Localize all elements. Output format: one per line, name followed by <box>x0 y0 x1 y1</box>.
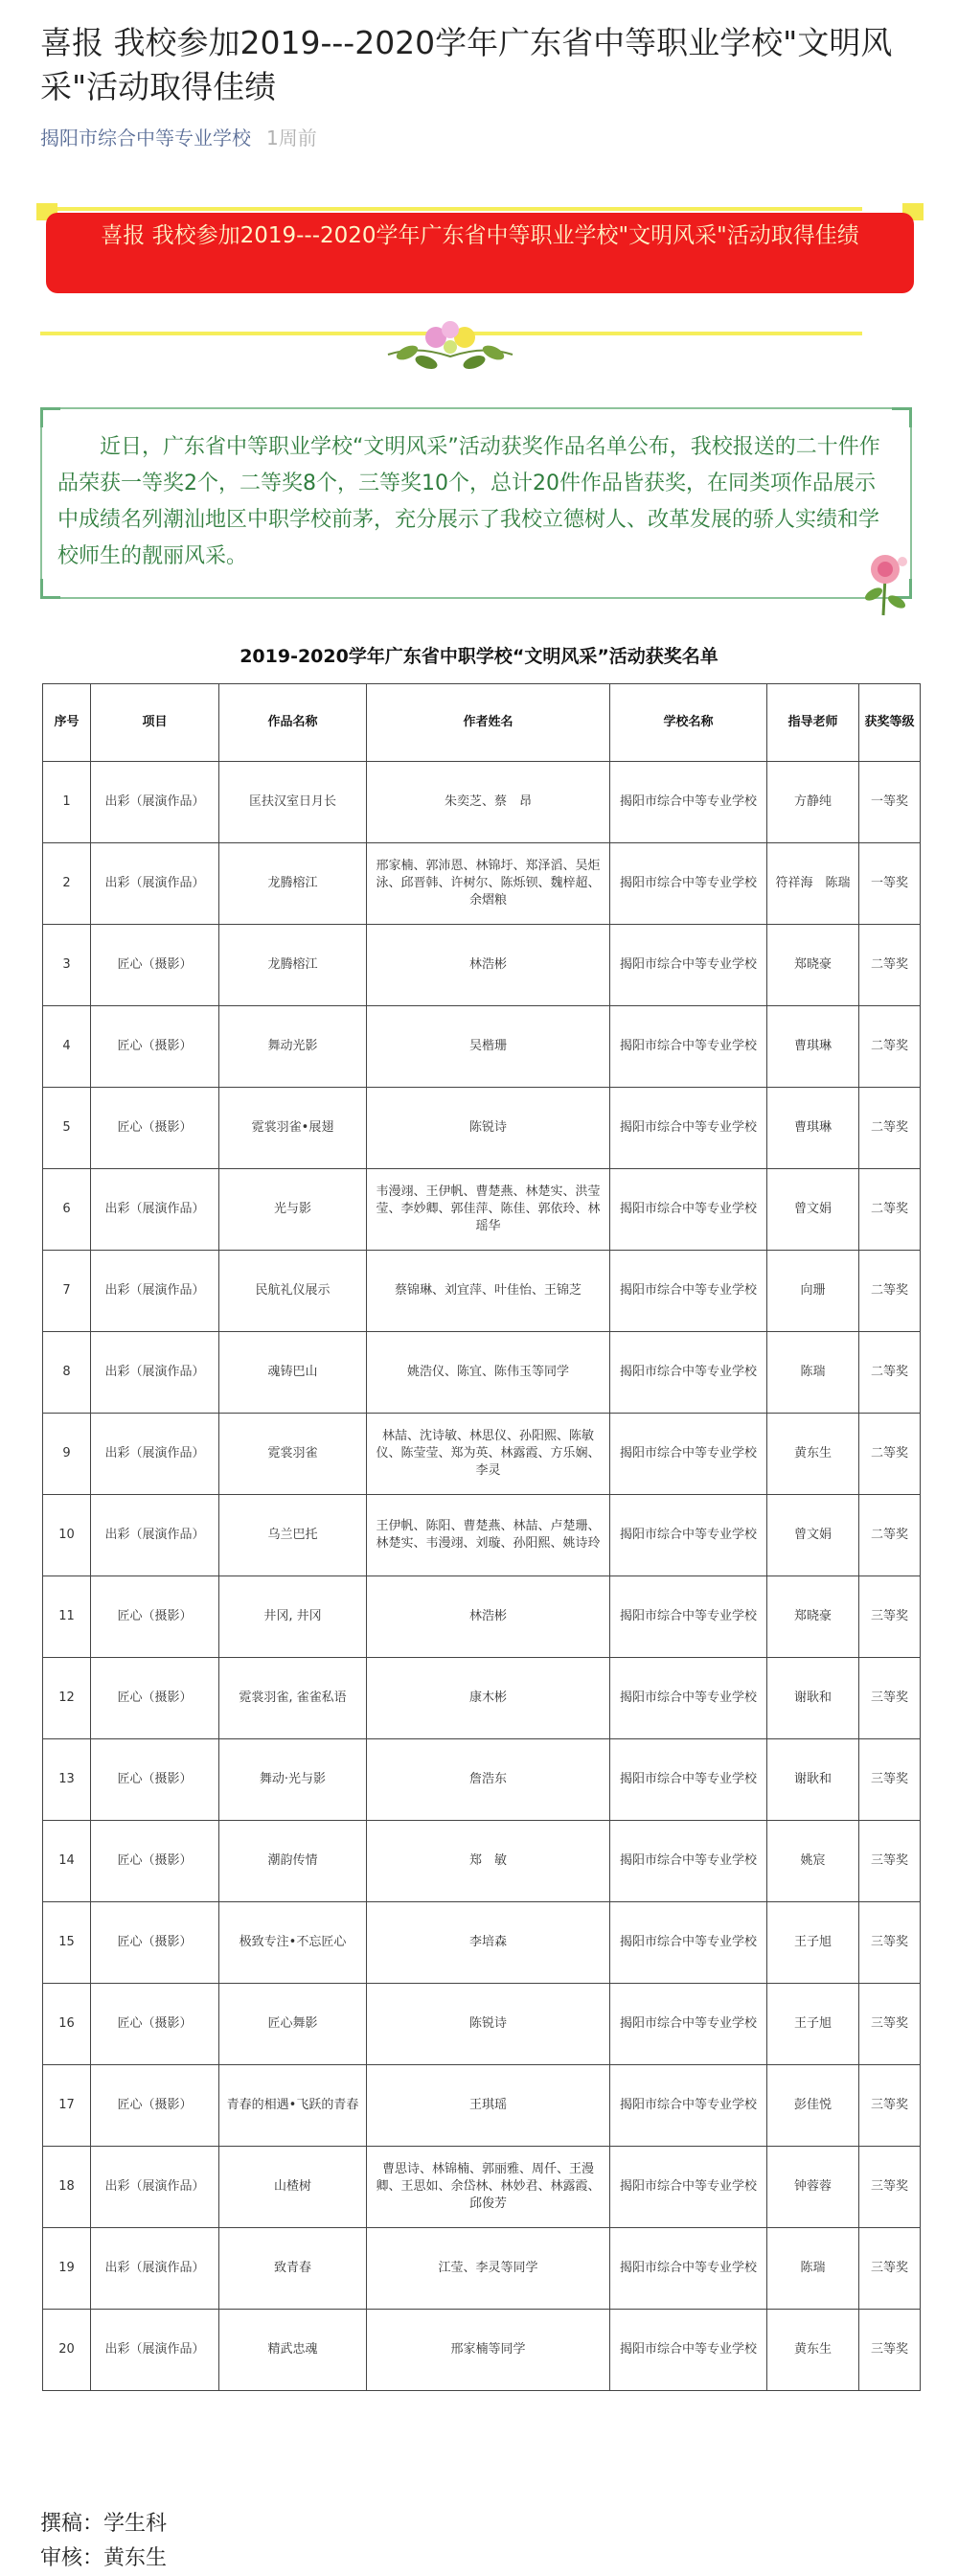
cell-authors: 康木彬 <box>367 1658 610 1739</box>
table-row <box>43 1006 921 1088</box>
cell-teacher: 曾文娟 <box>767 1169 859 1251</box>
cell-authors: 韦漫翊、王伊帆、曹楚燕、林楚实、洪莹莹、李妙卿、郭佳萍、陈佳、郭依玲、林瑶华 <box>367 1169 610 1251</box>
cell-authors: 江莹、李灵等同学 <box>367 2228 610 2310</box>
table-row <box>43 1821 921 1902</box>
cell-award: 三等奖 <box>859 1984 921 2065</box>
table-row <box>43 1088 921 1169</box>
cell-school: 揭阳市综合中等专业学校 <box>610 1739 767 1821</box>
table-row <box>43 1658 921 1739</box>
flower-ornament-icon <box>378 316 522 376</box>
source-link[interactable]: 揭阳市综合中等专业学校 <box>40 126 251 150</box>
cell-category: 匠心（摄影） <box>91 1576 219 1658</box>
cell-category: 出彩（展演作品） <box>91 1495 219 1576</box>
cell-work: 匠心舞影 <box>219 1984 367 2065</box>
cell-authors: 郑 敏 <box>367 1821 610 1902</box>
cell-category: 匠心（摄影） <box>91 925 219 1006</box>
cell-teacher: 郑晓豪 <box>767 1576 859 1658</box>
cell-work: 龙腾榕江 <box>219 843 367 925</box>
cell-authors: 蔡锦琳、刘宜萍、叶佳怡、王锦芝 <box>367 1251 610 1332</box>
cell-category: 出彩（展演作品） <box>91 1414 219 1495</box>
cell-work: 龙腾榕江 <box>219 925 367 1006</box>
table-row <box>43 2147 921 2228</box>
cell-category: 匠心（摄影） <box>91 1821 219 1902</box>
header-teacher: 指导老师 <box>767 684 859 762</box>
cell-category: 出彩（展演作品） <box>91 1332 219 1414</box>
cell-award: 三等奖 <box>859 1821 921 1902</box>
cell-work: 精武忠魂 <box>219 2310 367 2391</box>
cell-category: 出彩（展演作品） <box>91 843 219 925</box>
cell-teacher: 陈瑞 <box>767 1332 859 1414</box>
cell-teacher: 曹琪琳 <box>767 1006 859 1088</box>
cell-school: 揭阳市综合中等专业学校 <box>610 2228 767 2310</box>
cell-school: 揭阳市综合中等专业学校 <box>610 1332 767 1414</box>
article-meta <box>40 123 317 150</box>
cell-work: 霓裳羽雀, 雀雀私语 <box>219 1658 367 1739</box>
table-row <box>43 1576 921 1658</box>
cell-num: 2 <box>43 843 91 925</box>
header-authors: 作者姓名 <box>367 684 610 762</box>
cell-work: 乌兰巴托 <box>219 1495 367 1576</box>
cell-authors: 陈锐诗 <box>367 1984 610 2065</box>
cell-num: 5 <box>43 1088 91 1169</box>
cell-work: 魂铸巴山 <box>219 1332 367 1414</box>
cell-num: 4 <box>43 1006 91 1088</box>
cell-category: 匠心（摄影） <box>91 1658 219 1739</box>
cell-category: 出彩（展演作品） <box>91 2228 219 2310</box>
cell-award: 三等奖 <box>859 2065 921 2147</box>
header-award: 获奖等级 <box>859 684 921 762</box>
cell-num: 15 <box>43 1902 91 1984</box>
cell-teacher: 曹琪琳 <box>767 1088 859 1169</box>
cell-award: 二等奖 <box>859 1006 921 1088</box>
cell-category: 出彩（展演作品） <box>91 1251 219 1332</box>
cell-authors: 林喆、沈诗敏、林思仪、孙阳熙、陈敏仪、陈莹莹、郑为英、林露霞、方乐娴、李灵 <box>367 1414 610 1495</box>
cell-authors: 王伊帆、陈阳、曹楚燕、林喆、卢楚珊、林楚实、韦漫翊、刘璇、孙阳熙、姚诗玲 <box>367 1495 610 1576</box>
cell-num: 12 <box>43 1658 91 1739</box>
cell-category: 匠心（摄影） <box>91 1088 219 1169</box>
cell-num: 3 <box>43 925 91 1006</box>
cell-teacher: 曾文娟 <box>767 1495 859 1576</box>
cell-category: 出彩（展演作品） <box>91 2147 219 2228</box>
cell-award: 一等奖 <box>859 762 921 843</box>
cell-num: 8 <box>43 1332 91 1414</box>
table-row <box>43 1739 921 1821</box>
cell-award: 二等奖 <box>859 1169 921 1251</box>
cell-work: 山楂树 <box>219 2147 367 2228</box>
cell-num: 18 <box>43 2147 91 2228</box>
table-row <box>43 2228 921 2310</box>
cell-teacher: 黄东生 <box>767 1414 859 1495</box>
cell-award: 三等奖 <box>859 2310 921 2391</box>
cell-award: 二等奖 <box>859 1332 921 1414</box>
cell-award: 二等奖 <box>859 1088 921 1169</box>
cell-work: 舞动·光与影 <box>219 1739 367 1821</box>
cell-num: 9 <box>43 1414 91 1495</box>
cell-num: 7 <box>43 1251 91 1332</box>
cell-teacher: 姚宸 <box>767 1821 859 1902</box>
header-school: 学校名称 <box>610 684 767 762</box>
cell-category: 出彩（展演作品） <box>91 762 219 843</box>
cell-work: 舞动光影 <box>219 1006 367 1088</box>
cell-school: 揭阳市综合中等专业学校 <box>610 1088 767 1169</box>
cell-teacher: 方静纯 <box>767 762 859 843</box>
table-row <box>43 1251 921 1332</box>
header-work: 作品名称 <box>219 684 367 762</box>
cell-award: 三等奖 <box>859 2228 921 2310</box>
footer-writer: 撰稿：学生科 <box>40 2512 168 2536</box>
table-header-row <box>43 684 921 762</box>
table-row <box>43 1495 921 1576</box>
cell-category: 匠心（摄影） <box>91 1739 219 1821</box>
article-title: 喜报 我校参加2019---2020学年广东省中等职业学校"文明风采"活动取得佳绩 <box>40 24 893 105</box>
cell-authors: 邢家楠、郭沛恩、林锦圩、郑泽滔、吴炬泳、邱晋韩、许树尔、陈烁钡、魏梓超、余熠粮 <box>367 843 610 925</box>
cell-award: 三等奖 <box>859 2147 921 2228</box>
cell-award: 三等奖 <box>859 1739 921 1821</box>
cell-work: 井冈, 井冈 <box>219 1576 367 1658</box>
cell-num: 11 <box>43 1576 91 1658</box>
cell-work: 霓裳羽雀 <box>219 1414 367 1495</box>
cell-school: 揭阳市综合中等专业学校 <box>610 762 767 843</box>
cell-teacher: 黄东生 <box>767 2310 859 2391</box>
intro-paragraph: 近日，广东省中等职业学校“文明风采”活动获奖作品名单公布，我校报送的二十件作品荣获一等奖2个，二等奖8个，三等奖10个，总计20件作品皆获奖，在同类项作品展示中成绩名列潮汕地区中职学校前茅，充分展示了我校立德树人、改革发展的骄人实绩和学校师生的靓丽风采。 <box>57 435 880 568</box>
cell-school: 揭阳市综合中等专业学校 <box>610 2147 767 2228</box>
cell-authors: 陈锐诗 <box>367 1088 610 1169</box>
cell-school: 揭阳市综合中等专业学校 <box>610 1006 767 1088</box>
cell-num: 20 <box>43 2310 91 2391</box>
table-row <box>43 2310 921 2391</box>
cell-category: 出彩（展演作品） <box>91 2310 219 2391</box>
cell-num: 14 <box>43 1821 91 1902</box>
cell-teacher: 王子旭 <box>767 1984 859 2065</box>
cell-school: 揭阳市综合中等专业学校 <box>610 1821 767 1902</box>
cell-school: 揭阳市综合中等专业学校 <box>610 925 767 1006</box>
cell-category: 匠心（摄影） <box>91 1984 219 2065</box>
cell-teacher: 彭佳悦 <box>767 2065 859 2147</box>
cell-school: 揭阳市综合中等专业学校 <box>610 2310 767 2391</box>
cell-school: 揭阳市综合中等专业学校 <box>610 843 767 925</box>
cell-school: 揭阳市综合中等专业学校 <box>610 1414 767 1495</box>
table-title: 2019-2020学年广东省中职学校“文明风采”活动获奖名单 <box>240 646 718 667</box>
cell-authors: 姚浩仪、陈宜、陈伟玉等同学 <box>367 1332 610 1414</box>
cell-num: 17 <box>43 2065 91 2147</box>
cell-num: 13 <box>43 1739 91 1821</box>
table-row <box>43 1414 921 1495</box>
table-row <box>43 1902 921 1984</box>
table-row <box>43 1332 921 1414</box>
header-num: 序号 <box>43 684 91 762</box>
cell-teacher: 符祥海 陈瑞 <box>767 843 859 925</box>
cell-authors: 曹思诗、林锦楠、郭丽雅、周仟、王漫卿、王思如、余岱林、林妙君、林露霞、邱俊芳 <box>367 2147 610 2228</box>
table-row <box>43 2065 921 2147</box>
cell-authors: 吴楷珊 <box>367 1006 610 1088</box>
cell-school: 揭阳市综合中等专业学校 <box>610 1169 767 1251</box>
cell-num: 19 <box>43 2228 91 2310</box>
cell-teacher: 郑晓豪 <box>767 925 859 1006</box>
cell-work: 致青春 <box>219 2228 367 2310</box>
cell-teacher: 谢耿和 <box>767 1739 859 1821</box>
cell-school: 揭阳市综合中等专业学校 <box>610 1251 767 1332</box>
cell-award: 二等奖 <box>859 1495 921 1576</box>
table-row <box>43 762 921 843</box>
rose-icon <box>851 548 918 617</box>
cell-work: 霓裳羽雀•展翅 <box>219 1088 367 1169</box>
cell-work: 光与影 <box>219 1169 367 1251</box>
cell-school: 揭阳市综合中等专业学校 <box>610 1495 767 1576</box>
cell-work: 匡扶汉室日月长 <box>219 762 367 843</box>
headline-banner: 喜报 我校参加2019---2020学年广东省中等职业学校"文明风采"活动取得佳绩 <box>46 213 914 293</box>
cell-award: 二等奖 <box>859 1414 921 1495</box>
banner-top-line <box>40 207 862 211</box>
cell-authors: 林浩彬 <box>367 925 610 1006</box>
cell-award: 三等奖 <box>859 1658 921 1739</box>
table-row <box>43 843 921 925</box>
cell-num: 16 <box>43 1984 91 2065</box>
cell-work: 潮韵传情 <box>219 1821 367 1902</box>
cell-authors: 邢家楠等同学 <box>367 2310 610 2391</box>
cell-teacher: 向珊 <box>767 1251 859 1332</box>
cell-authors: 詹浩东 <box>367 1739 610 1821</box>
table-row <box>43 925 921 1006</box>
awards-table <box>42 683 921 2391</box>
cell-school: 揭阳市综合中等专业学校 <box>610 1902 767 1984</box>
cell-authors: 朱奕芝、蔡 昂 <box>367 762 610 843</box>
cell-award: 一等奖 <box>859 843 921 925</box>
cell-work: 青春的相遇•飞跃的青春 <box>219 2065 367 2147</box>
cell-award: 三等奖 <box>859 1576 921 1658</box>
cell-award: 三等奖 <box>859 1902 921 1984</box>
cell-category: 匠心（摄影） <box>91 1902 219 1984</box>
cell-num: 6 <box>43 1169 91 1251</box>
cell-teacher: 谢耿和 <box>767 1658 859 1739</box>
cell-category: 匠心（摄影） <box>91 1006 219 1088</box>
cell-num: 1 <box>43 762 91 843</box>
cell-authors: 王琪瑶 <box>367 2065 610 2147</box>
header-category: 项目 <box>91 684 219 762</box>
cell-work: 民航礼仪展示 <box>219 1251 367 1332</box>
cell-authors: 林浩彬 <box>367 1576 610 1658</box>
publish-time: 1周前 <box>266 126 317 150</box>
cell-authors: 李培森 <box>367 1902 610 1984</box>
cell-school: 揭阳市综合中等专业学校 <box>610 1576 767 1658</box>
cell-school: 揭阳市综合中等专业学校 <box>610 1658 767 1739</box>
footer-reviewer: 审核：黄东生 <box>40 2546 168 2570</box>
cell-num: 10 <box>43 1495 91 1576</box>
cell-school: 揭阳市综合中等专业学校 <box>610 1984 767 2065</box>
cell-award: 二等奖 <box>859 925 921 1006</box>
cell-teacher: 陈瑞 <box>767 2228 859 2310</box>
cell-school: 揭阳市综合中等专业学校 <box>610 2065 767 2147</box>
cell-award: 二等奖 <box>859 1251 921 1332</box>
cell-teacher: 王子旭 <box>767 1902 859 1984</box>
table-row <box>43 1169 921 1251</box>
cell-teacher: 钟蓉蓉 <box>767 2147 859 2228</box>
cell-category: 出彩（展演作品） <box>91 1169 219 1251</box>
cell-category: 匠心（摄影） <box>91 2065 219 2147</box>
cell-work: 极致专注•不忘匠心 <box>219 1902 367 1984</box>
table-row <box>43 1984 921 2065</box>
